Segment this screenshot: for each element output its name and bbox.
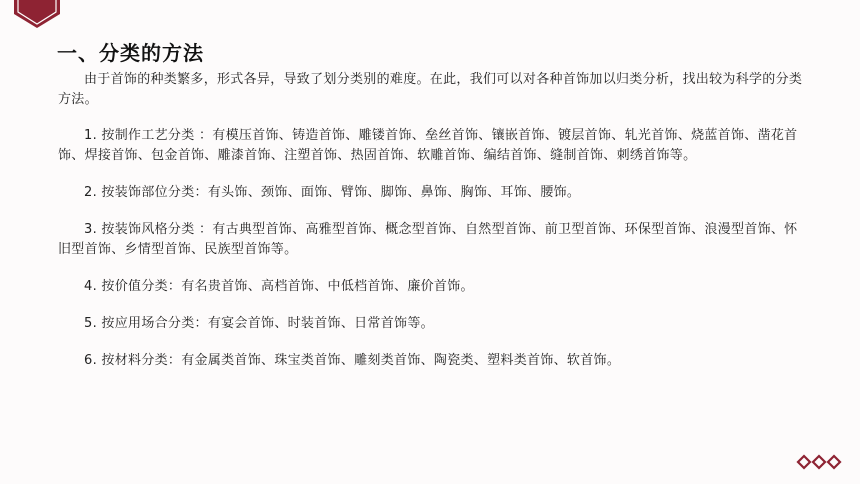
classification-item-craft: 1. 按制作工艺分类 ：有模压首饰、铸造首饰、雕镂首饰、垒丝首饰、镶嵌首饰、镀层首饰、轧光首饰、烧蓝首饰、凿花首饰、焊接首饰、包金首饰、雕漆首饰、注塑首饰、热固首饰、软雕首饰、编结首饰、缝制首饰、刺绣首饰等。 [58,128,798,163]
diamond-chain-icon [796,454,842,470]
intro-paragraph: 由于首饰的种类繁多，形式各异，导致了划分类别的难度。在此，我们可以对各种首饰加以归类分析，找出较为科学的分类方法。 [58,72,803,107]
classification-item-material: 6. 按材料分类：有金属类首饰、珠宝类首饰、雕刻类首饰、陶瓷类、塑料类首饰、软首饰。 [84,353,621,368]
content-body [58,70,810,388]
page-title: 一、分类的方法 [57,41,204,65]
classification-item-style: 3. 按装饰风格分类 ：有古典型首饰、高雅型首饰、概念型首饰、自然型首饰、前卫型首饰、环保型首饰、浪漫型首饰、怀旧型首饰、乡情型首饰、民族型首饰等。 [58,222,798,257]
classification-item-occasion: 5. 按应用场合分类：有宴会首饰、时装首饰、日常首饰等。 [84,316,434,331]
corner-ribbon-badge [14,0,60,28]
classification-item-position: 2. 按装饰部位分类：有头饰、颈饰、面饰、臂饰、脚饰、鼻饰、胸饰、耳饰、腰饰。 [84,185,581,200]
classification-item-value: 4. 按价值分类：有名贵首饰、高档首饰、中低档首饰、廉价首饰。 [84,279,474,294]
